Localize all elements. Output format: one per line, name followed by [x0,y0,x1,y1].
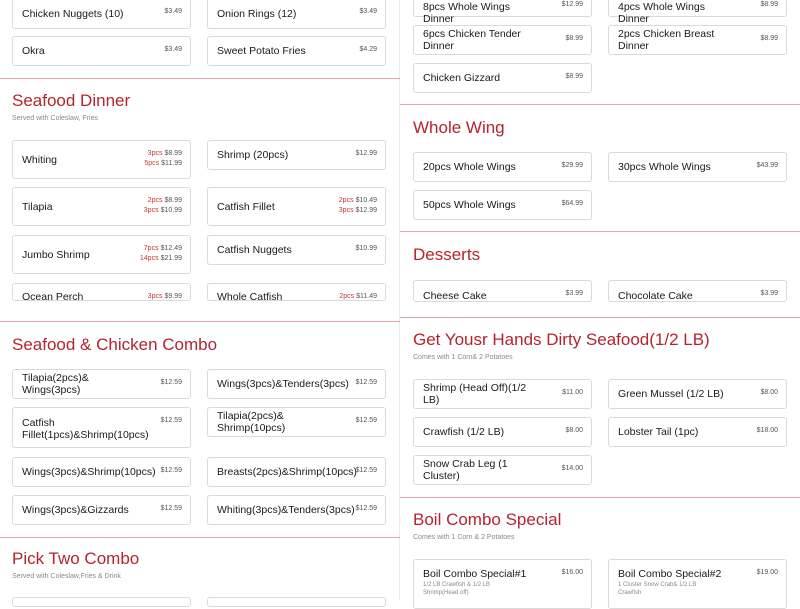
item-name: Whiting(3pcs)&Tenders(3pcs) [217,504,355,516]
item-price: $12.99 [561,1,583,8]
item-price: $64.99 [561,200,583,207]
menu-item-card[interactable] [413,559,592,609]
menu-item-card[interactable] [413,417,592,447]
section-title-pick-two-combo: Pick Two Combo [12,549,140,568]
menu-item-card[interactable] [413,379,592,409]
item-price: $18.00 [756,427,778,434]
section-divider [400,231,800,232]
item-price: $3.49 [359,8,377,15]
section-title-whole-wing: Whole Wing [413,118,505,137]
menu-item-card[interactable] [12,36,191,66]
menu-item-card[interactable] [207,0,386,29]
item-price: 7pcs $12.49 14pcs $21.99 [139,245,182,262]
section-subtitle: Comes with 1 Corn & 2 Potatoes [413,534,515,541]
menu-item-card[interactable] [413,0,592,25]
item-price: $12.59 [355,505,377,512]
item-description: 1 Cluster Snow Crab& 1/2 LB Crawfish [618,582,697,596]
menu-item-card[interactable] [608,559,787,609]
menu-item-card[interactable] [207,495,386,525]
item-price: $8.99 [760,35,778,42]
item-price: 2pcs $11.49 [339,293,377,300]
menu-item-card[interactable] [12,457,191,487]
item-price: $12.59 [355,417,377,424]
menu-item-card[interactable] [413,455,592,485]
menu-item-card[interactable] [207,235,386,265]
item-price: $3.99 [760,290,778,297]
menu-item-card[interactable] [12,597,191,607]
item-name: 30pcs Whole Wings [618,161,711,173]
item-price: $8.00 [760,389,778,396]
menu-item-card[interactable] [608,417,787,447]
item-price: $29.99 [561,162,583,169]
item-name: Whiting [22,153,58,166]
section-subtitle: Served with Coleslaw, Fries [12,115,98,122]
item-name: Breasts(2pcs)&Shrimp(10pcs) [217,466,358,478]
item-name: Cheese Cake [423,290,487,302]
item-price: $3.49 [164,46,182,53]
item-name: Snow Crab Leg (1 Cluster) [423,458,508,482]
section-divider [400,317,800,318]
menu-item-card[interactable] [207,597,386,607]
item-name: Catfish Fillet(1pcs)&Shrimp(10pcs) [22,417,149,441]
menu-item-card[interactable] [12,283,191,301]
item-price: $12.59 [355,379,377,386]
item-price: $14.00 [561,465,583,472]
section-divider [400,497,800,498]
item-name: Okra [22,45,45,57]
item-name: Chicken Nuggets (10) [22,7,124,20]
menu-item-card[interactable] [608,0,787,25]
item-name: Chocolate Cake [618,290,693,302]
item-name: 8pcs Whole Wings Dinner [423,1,510,25]
item-name: Catfish Fillet [217,200,275,213]
item-name: Tilapia(2pcs)& Shrimp(10pcs) [217,410,286,434]
menu-item-card[interactable] [413,280,592,302]
section-title-boil-combo: Boil Combo Special [413,510,562,529]
item-name: Whole Catfish [217,291,283,303]
menu-item-card[interactable] [413,152,592,182]
item-price: $3.49 [164,8,182,15]
item-price: 2pcs $8.99 3pcs $10.99 [143,197,182,214]
section-title-desserts: Desserts [413,245,481,264]
item-name: Tilapia(2pcs)& Wings(3pcs) [22,372,89,396]
menu-item-card[interactable] [608,280,787,302]
item-name: Wings(3pcs)&Gizzards [22,504,129,516]
menu-item-card[interactable] [12,0,191,29]
item-price: $19.00 [756,569,778,576]
menu-item-card[interactable] [207,36,386,66]
menu-item-card[interactable] [413,190,592,220]
item-price: 3pcs $8.99 5pcs $11.99 [144,150,182,167]
menu-item-card[interactable] [12,235,191,274]
item-name: Jumbo Shrimp [22,248,90,261]
menu-item-card[interactable] [608,379,787,409]
menu-column-left [0,0,400,600]
item-name: 20pcs Whole Wings [423,161,516,173]
menu-column-right [400,0,800,600]
menu-item-card[interactable] [12,495,191,525]
item-name: Boil Combo Special#2 [618,568,722,580]
item-price: $8.99 [565,35,583,42]
menu-item-card[interactable] [608,152,787,182]
menu-item-card[interactable] [207,283,386,301]
section-title-seafood-dinner: Seafood Dinner [12,91,131,110]
item-name: Shrimp (20pcs) [217,149,289,161]
menu-item-card[interactable] [413,25,592,55]
item-name: 50pcs Whole Wings [423,199,516,211]
section-title-dirty-seafood: Get Yousr Hands Dirty Seafood(1/2 LB) [413,330,710,349]
section-subtitle: Comes with 1 Corn& 2 Potatoes [413,354,513,361]
menu-item-card[interactable] [12,407,191,448]
item-name: Ocean Perch [22,291,84,303]
item-price: $11.00 [562,389,583,396]
item-name: Sweet Potato Fries [217,45,306,57]
section-divider [400,104,800,105]
section-subtitle: Served with Coleslaw,Fries & Drink [12,573,121,580]
item-price: $12.59 [160,417,182,424]
item-name: Onion Rings (12) [217,7,297,20]
item-price: 3pcs $9.99 [147,293,182,300]
item-price: 2pcs $10.49 3pcs $12.99 [338,197,377,214]
menu-item-card[interactable] [207,457,386,487]
item-name: Boil Combo Special#1 [423,568,527,580]
item-name: 6pcs Chicken Tender Dinner [423,28,521,52]
item-description: 1/2 LB Crawfish & 1/2 LB Shrimp(Head off) [423,582,491,596]
item-name: Shrimp (Head Off)(1/2 LB) [423,382,527,406]
menu-item-card[interactable] [12,369,191,399]
item-price: $43.99 [756,162,778,169]
menu-item-card[interactable] [207,140,386,170]
item-price: $12.59 [355,467,377,474]
item-name: Catfish Nuggets [217,244,292,256]
section-title-seafood-chicken-combo: Seafood & Chicken Combo [12,335,218,354]
menu-item-card[interactable] [413,63,592,93]
item-price: $16.00 [561,569,583,576]
section-divider [0,321,400,322]
menu-item-card[interactable] [207,187,386,226]
section-divider [0,537,400,538]
item-name: Wings(3pcs)&Tenders(3pcs) [217,378,349,390]
menu-item-card[interactable] [12,140,191,179]
item-name: Wings(3pcs)&Shrimp(10pcs) [22,466,156,478]
item-price: $8.99 [760,1,778,8]
menu-item-card[interactable] [207,407,386,437]
item-name: Chicken Gizzard [423,72,501,84]
item-price: $12.99 [355,150,377,157]
item-name: Lobster Tail (1pc) [618,426,699,438]
item-price: $12.59 [160,467,182,474]
item-name: Green Mussel (1/2 LB) [618,388,724,400]
item-price: $8.00 [565,427,583,434]
menu-item-card[interactable] [207,369,386,399]
item-price: $10.99 [355,245,377,252]
item-name: Tilapia [22,200,53,213]
item-price: $12.59 [160,505,182,512]
item-name: 2pcs Chicken Breast Dinner [618,28,715,52]
menu-item-card[interactable] [608,25,787,55]
item-price: $12.59 [160,379,182,386]
item-name: 4pcs Whole Wings Dinner [618,1,705,25]
item-price: $4.29 [359,46,377,53]
section-divider [0,78,400,79]
item-price: $3.99 [565,290,583,297]
item-price: $8.99 [565,73,583,80]
menu-item-card[interactable] [12,187,191,226]
item-name: Crawfish (1/2 LB) [423,426,505,438]
